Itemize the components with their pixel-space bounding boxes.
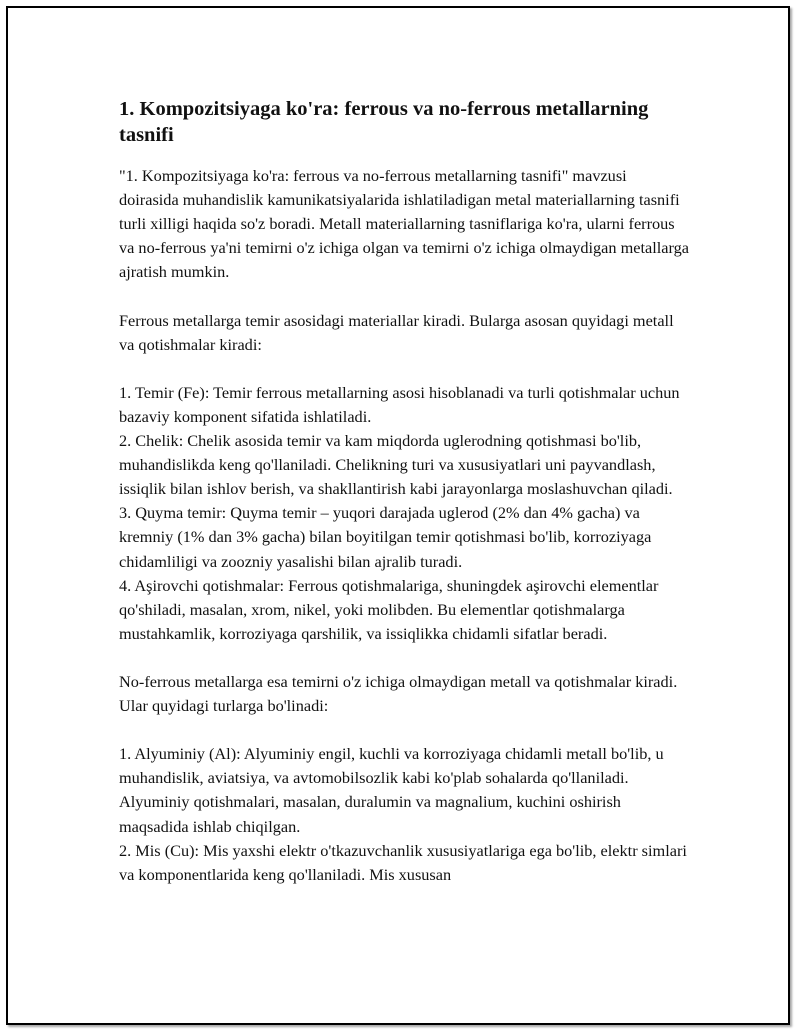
non-ferrous-intro-paragraph: No-ferrous metallarga esa temirni o'z ichiga olmaydigan metall va qotishmalar kiradi. Ular quyidagi turlarga bo'linadi: — [119, 671, 678, 716]
list-item: 3. Quyma temir: Quyma temir – yuqori darajada uglerod (2% dan 4% gacha) va kremniy (1% dan 3% gacha) bilan boyitilgan temir qotishmasi bo'lib, korroziyaga chidamliligi va zoozniy yasalishi bilan ajralib turadi. — [119, 503, 652, 571]
ferrous-intro-paragraph: Ferrous metallarga temir asosidagi materiallar kiradi. Bularga asosan quyidagi metall va qotishmalar kiradi: — [119, 310, 674, 354]
paragraph-spacer — [119, 284, 689, 308]
document-body — [119, 96, 689, 887]
paragraph-spacer — [119, 718, 689, 742]
paragraph-spacer — [119, 646, 689, 670]
list-item: 4. Aşirovchi qotishmalar: Ferrous qotishmalariga, shuningdek aşirovchi elementlar qo'shiladi, masalan, xrom, nikel, yoki molibden. Bu elementlar qotishmalarga mustahkamlik, korroziyaga qarshilik, va issiqlikka chidamli sifatlar beradi. — [119, 575, 659, 643]
paragraph-spacer — [119, 357, 689, 381]
list-item: 2. Mis (Cu): Mis yaxshi elektr o'tkazuvchanlik xususiyatlariga ega bo'lib, elektr simlari va komponentlarida keng qo'llaniladi. Mis xususan — [119, 840, 687, 884]
list-item: 1. Temir (Fe): Temir ferrous metallarning asosi hisoblanadi va turli qotishmalar uchun bazaviy komponent sifatida ishlatiladi. — [119, 382, 680, 426]
intro-paragraph: "1. Kompozitsiyaga ko'ra: ferrous va no-ferrous metallarning tasnifi" mavzusi doirasida muhandislik kamunikatsiyalarida ishlatiladigan metal materiallarning tasnifi turli xilligi haqida so'z boradi. Metall materiallarning tasniflariga ko'ra, ularni ferrous va no-ferrous ya'ni temirni o'z ichiga olgan va temirni o'z ichiga olmaydigan metallarga ajratish mumkin. — [119, 166, 690, 282]
document-title: 1. Kompozitsiyaga ko'ra: ferrous va no-ferrous metallarning tasnifi — [119, 98, 649, 146]
list-item: 1. Alyuminiy (Al): Alyuminiy engil, kuchli va korroziyaga chidamli metall bo'lib, u muhandislik, aviatsiya, va avtomobilsozlik kabi ko'plab sohalarda qo'llaniladi. Alyuminiy qotishmalari, masalan, duralumin va magnalium, kuchini oshirish maqsadida ishlab chiqilgan. — [119, 744, 664, 836]
list-item: 2. Chelik: Chelik asosida temir va kam miqdorda uglerodning qotishmasi bo'lib, muhandislikda keng qo'llaniladi. Chelikning turi va xususiyatlari uni payvandlash, issiqlik bilan ishlov berish, va shakllantirish kabi jarayonlarga moslashuvchan qiladi. — [119, 431, 673, 499]
document-page — [6, 6, 790, 1025]
